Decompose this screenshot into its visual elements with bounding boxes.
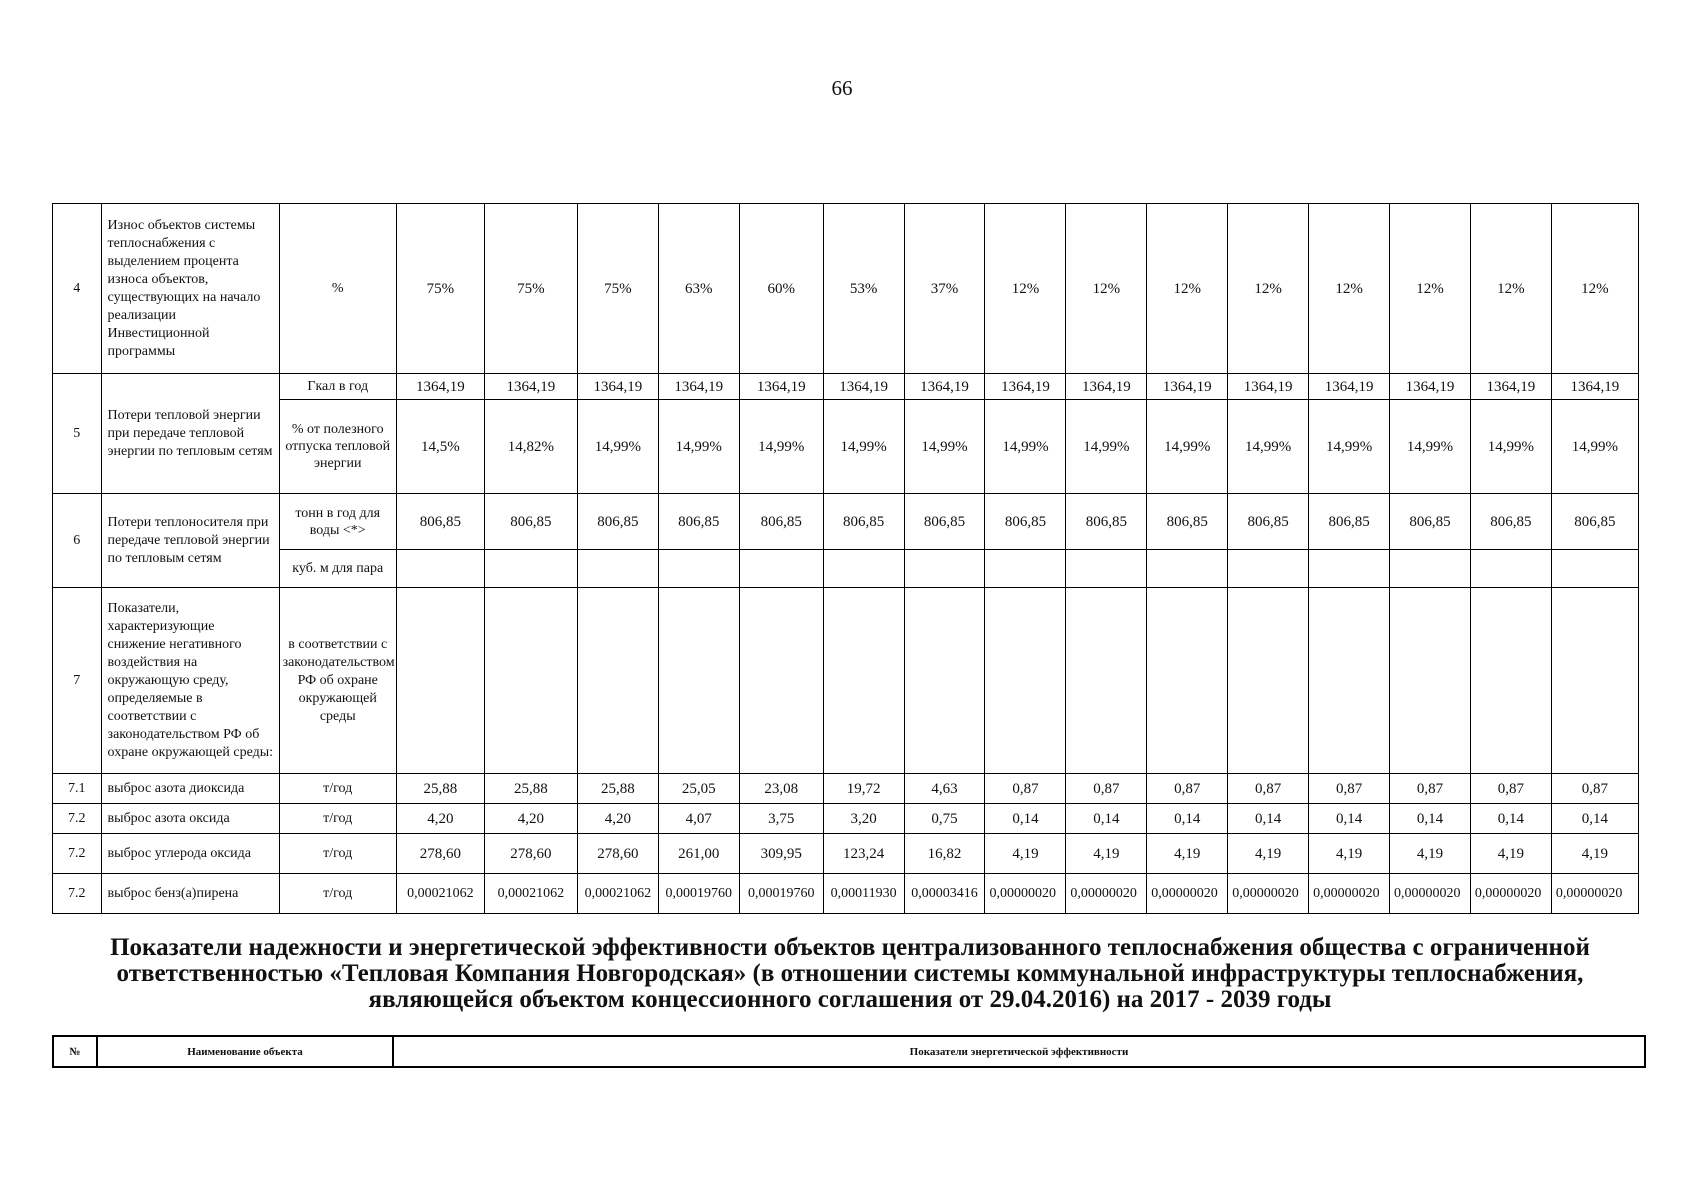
value-cell: 0,00000020: [1470, 874, 1551, 914]
value-cell: 0,87: [1066, 774, 1147, 804]
value-cell: 806,85: [1470, 494, 1551, 550]
value-cell: 53%: [823, 204, 904, 374]
value-cell: 4,20: [484, 804, 577, 834]
value-cell: 1364,19: [1228, 374, 1309, 400]
value-cell: 0,00000020: [985, 874, 1066, 914]
value-cell: 4,19: [1309, 834, 1390, 874]
value-cell: 12%: [1228, 204, 1309, 374]
page-number: 66: [831, 76, 853, 100]
value-cell: 0,87: [1147, 774, 1228, 804]
value-cell: 12%: [1390, 204, 1471, 374]
value-cell: 0,00000020: [1551, 874, 1638, 914]
value-cell: 4,19: [1066, 834, 1147, 874]
value-cell: 14,5%: [396, 400, 484, 494]
value-cell: 0,14: [1470, 804, 1551, 834]
value-cell: 75%: [577, 204, 658, 374]
value-cell: 14,99%: [904, 400, 985, 494]
empty-cell: [739, 588, 823, 774]
value-cell: 12%: [1470, 204, 1551, 374]
value-cell: 4,19: [1470, 834, 1551, 874]
value-cell: 0,14: [985, 804, 1066, 834]
value-cell: 0,00011930: [823, 874, 904, 914]
table-row: [53, 494, 1639, 550]
row-number: 5: [53, 374, 102, 494]
value-cell: 1364,19: [577, 374, 658, 400]
unit-cell: т/год: [279, 804, 396, 834]
empty-cell: [1066, 588, 1147, 774]
value-cell: 0,14: [1147, 804, 1228, 834]
row-number: 7.1: [53, 774, 102, 804]
empty-cell: [985, 588, 1066, 774]
empty-cell: [577, 588, 658, 774]
value-cell: 1364,19: [1390, 374, 1471, 400]
row-number: 7.2: [53, 874, 102, 914]
unit-cell: т/год: [279, 874, 396, 914]
table-row: [53, 774, 1639, 804]
value-cell: 16,82: [904, 834, 985, 874]
value-cell: 0,00000020: [1066, 874, 1147, 914]
value-cell: 25,88: [577, 774, 658, 804]
value-cell: 14,99%: [658, 400, 739, 494]
table-row: [53, 204, 1639, 374]
empty-cell: [484, 588, 577, 774]
row-number: 7: [53, 588, 102, 774]
empty-cell: [577, 550, 658, 588]
value-cell: 14,99%: [1470, 400, 1551, 494]
value-cell: 4,19: [1551, 834, 1638, 874]
value-cell: 0,14: [1551, 804, 1638, 834]
empty-cell: [396, 550, 484, 588]
value-cell: 1364,19: [658, 374, 739, 400]
value-cell: 1364,19: [739, 374, 823, 400]
value-cell: 806,85: [396, 494, 484, 550]
value-cell: 3,20: [823, 804, 904, 834]
unit-cell: т/год: [279, 834, 396, 874]
value-cell: 0,00000020: [1147, 874, 1228, 914]
value-cell: 0,87: [1228, 774, 1309, 804]
value-cell: 1364,19: [1147, 374, 1228, 400]
value-cell: 1364,19: [904, 374, 985, 400]
value-cell: 806,85: [484, 494, 577, 550]
value-cell: 4,19: [985, 834, 1066, 874]
value-cell: 278,60: [484, 834, 577, 874]
value-cell: 806,85: [823, 494, 904, 550]
indicator-name: выброс азота диоксида: [101, 774, 279, 804]
unit-cell: % от полезного отпуска тепловой энергии: [279, 400, 396, 494]
value-cell: 4,63: [904, 774, 985, 804]
value-cell: 14,99%: [1066, 400, 1147, 494]
value-cell: 75%: [396, 204, 484, 374]
value-cell: 0,87: [1470, 774, 1551, 804]
value-cell: 25,05: [658, 774, 739, 804]
value-cell: 0,75: [904, 804, 985, 834]
unit-cell: куб. м для пара: [279, 550, 396, 588]
value-cell: 14,99%: [1147, 400, 1228, 494]
value-cell: 0,87: [1551, 774, 1638, 804]
value-cell: 4,19: [1390, 834, 1471, 874]
indicator-name: Показатели, характеризующие снижение негативного воздействия на окружающую среду, определяемые в соответствии с законодательством РФ об охране окружающей среды:: [101, 588, 279, 774]
value-cell: 0,00000020: [1390, 874, 1471, 914]
indicator-name: Потери тепловой энергии при передаче тепловой энергии по тепловым сетям: [101, 374, 279, 494]
value-cell: 0,00021062: [577, 874, 658, 914]
empty-cell: [1551, 550, 1638, 588]
value-cell: 25,88: [484, 774, 577, 804]
empty-cell: [1309, 588, 1390, 774]
row-number: 4: [53, 204, 102, 374]
value-cell: 60%: [739, 204, 823, 374]
value-cell: 19,72: [823, 774, 904, 804]
value-cell: 278,60: [577, 834, 658, 874]
value-cell: 14,99%: [1390, 400, 1471, 494]
empty-cell: [1470, 588, 1551, 774]
empty-cell: [484, 550, 577, 588]
value-cell: 806,85: [739, 494, 823, 550]
value-cell: 806,85: [985, 494, 1066, 550]
table-row: [53, 834, 1639, 874]
unit-cell: Гкал в год: [279, 374, 396, 400]
value-cell: 806,85: [1066, 494, 1147, 550]
unit-cell: тонн в год для воды <*>: [279, 494, 396, 550]
value-cell: 0,87: [1309, 774, 1390, 804]
value-cell: 0,00019760: [658, 874, 739, 914]
value-cell: 14,99%: [1228, 400, 1309, 494]
empty-cell: [1551, 588, 1638, 774]
value-cell: 0,00021062: [396, 874, 484, 914]
indicator-name: выброс бенз(а)пирена: [101, 874, 279, 914]
value-cell: 806,85: [1147, 494, 1228, 550]
value-cell: 1364,19: [396, 374, 484, 400]
value-cell: 14,99%: [1309, 400, 1390, 494]
indicator-name: Потери теплоносителя при передаче тепловой энергии по тепловым сетям: [101, 494, 279, 588]
value-cell: 12%: [1309, 204, 1390, 374]
value-cell: 14,99%: [739, 400, 823, 494]
value-cell: 0,00000020: [1228, 874, 1309, 914]
table-row: [53, 550, 1639, 588]
empty-cell: [396, 588, 484, 774]
value-cell: 4,07: [658, 804, 739, 834]
value-cell: 0,87: [1390, 774, 1471, 804]
table-row: [53, 374, 1639, 400]
empty-cell: [1066, 550, 1147, 588]
value-cell: 14,99%: [985, 400, 1066, 494]
value-cell: 806,85: [658, 494, 739, 550]
empty-cell: [658, 550, 739, 588]
value-cell: 0,14: [1066, 804, 1147, 834]
value-cell: 261,00: [658, 834, 739, 874]
value-cell: 1364,19: [1551, 374, 1638, 400]
empty-cell: [658, 588, 739, 774]
value-cell: 4,20: [577, 804, 658, 834]
value-cell: 25,88: [396, 774, 484, 804]
efficiency-table: [52, 1035, 1646, 1068]
value-cell: 806,85: [1390, 494, 1471, 550]
value-cell: 12%: [1551, 204, 1638, 374]
value-cell: 23,08: [739, 774, 823, 804]
unit-cell: в соответствии с законодательством РФ об охране окружающей среды: [279, 588, 396, 774]
value-cell: 4,19: [1147, 834, 1228, 874]
value-cell: 1364,19: [985, 374, 1066, 400]
empty-cell: [823, 550, 904, 588]
value-cell: 309,95: [739, 834, 823, 874]
value-cell: 4,19: [1228, 834, 1309, 874]
empty-cell: [823, 588, 904, 774]
value-cell: 1364,19: [1470, 374, 1551, 400]
value-cell: 3,75: [739, 804, 823, 834]
value-cell: 0,00019760: [739, 874, 823, 914]
value-cell: 0,87: [985, 774, 1066, 804]
value-cell: 806,85: [1551, 494, 1638, 550]
empty-cell: [985, 550, 1066, 588]
value-cell: 1364,19: [484, 374, 577, 400]
section-title: Показатели надежности и энергетической эффективности объектов централизованного теплоснабжения общества с ограниченной ответственностью «Тепловая Компания Новгородская» (в отношении системы коммунальной инфраструктуры теплоснабжения, являющейся объектом концессионного соглашения от 29.04.2016) на 2017 - 2039 годы: [110, 934, 1590, 1013]
column-header-object-name: Наименование объекта: [97, 1036, 393, 1067]
column-header-indicators: Показатели энергетической эффективности: [393, 1036, 1645, 1067]
row-number: 7.2: [53, 834, 102, 874]
value-cell: 806,85: [1309, 494, 1390, 550]
value-cell: 806,85: [577, 494, 658, 550]
value-cell: 806,85: [1228, 494, 1309, 550]
value-cell: 806,85: [904, 494, 985, 550]
empty-cell: [1390, 588, 1471, 774]
unit-cell: т/год: [279, 774, 396, 804]
indicator-name: Износ объектов системы теплоснабжения с выделением процента износа объектов, существующих на начало реализации Инвестиционной программы: [101, 204, 279, 374]
value-cell: 278,60: [396, 834, 484, 874]
value-cell: 14,99%: [577, 400, 658, 494]
value-cell: 1364,19: [823, 374, 904, 400]
value-cell: 4,20: [396, 804, 484, 834]
value-cell: 12%: [1066, 204, 1147, 374]
value-cell: 14,99%: [1551, 400, 1638, 494]
empty-cell: [1147, 588, 1228, 774]
table-header-row: [53, 1036, 1645, 1067]
value-cell: 14,82%: [484, 400, 577, 494]
unit-cell: %: [279, 204, 396, 374]
value-cell: 12%: [1147, 204, 1228, 374]
indicator-name: выброс азота оксида: [101, 804, 279, 834]
value-cell: 0,00021062: [484, 874, 577, 914]
table-row: [53, 400, 1639, 494]
empty-cell: [1228, 588, 1309, 774]
empty-cell: [1228, 550, 1309, 588]
empty-cell: [1147, 550, 1228, 588]
value-cell: 0,00003416: [904, 874, 985, 914]
value-cell: 14,99%: [823, 400, 904, 494]
indicator-name: выброс углерода оксида: [101, 834, 279, 874]
table-row: [53, 804, 1639, 834]
empty-cell: [1309, 550, 1390, 588]
value-cell: 0,00000020: [1309, 874, 1390, 914]
value-cell: 0,14: [1309, 804, 1390, 834]
value-cell: 123,24: [823, 834, 904, 874]
value-cell: 63%: [658, 204, 739, 374]
table-row: [53, 588, 1639, 774]
row-number: 7.2: [53, 804, 102, 834]
column-header-number: №: [53, 1036, 97, 1067]
value-cell: 12%: [985, 204, 1066, 374]
indicators-table: [52, 203, 1639, 914]
empty-cell: [739, 550, 823, 588]
value-cell: 1364,19: [1066, 374, 1147, 400]
value-cell: 37%: [904, 204, 985, 374]
row-number: 6: [53, 494, 102, 588]
value-cell: 0,14: [1228, 804, 1309, 834]
value-cell: 75%: [484, 204, 577, 374]
empty-cell: [1390, 550, 1471, 588]
table-row: [53, 874, 1639, 914]
value-cell: 1364,19: [1309, 374, 1390, 400]
empty-cell: [904, 550, 985, 588]
empty-cell: [1470, 550, 1551, 588]
value-cell: 0,14: [1390, 804, 1471, 834]
empty-cell: [904, 588, 985, 774]
